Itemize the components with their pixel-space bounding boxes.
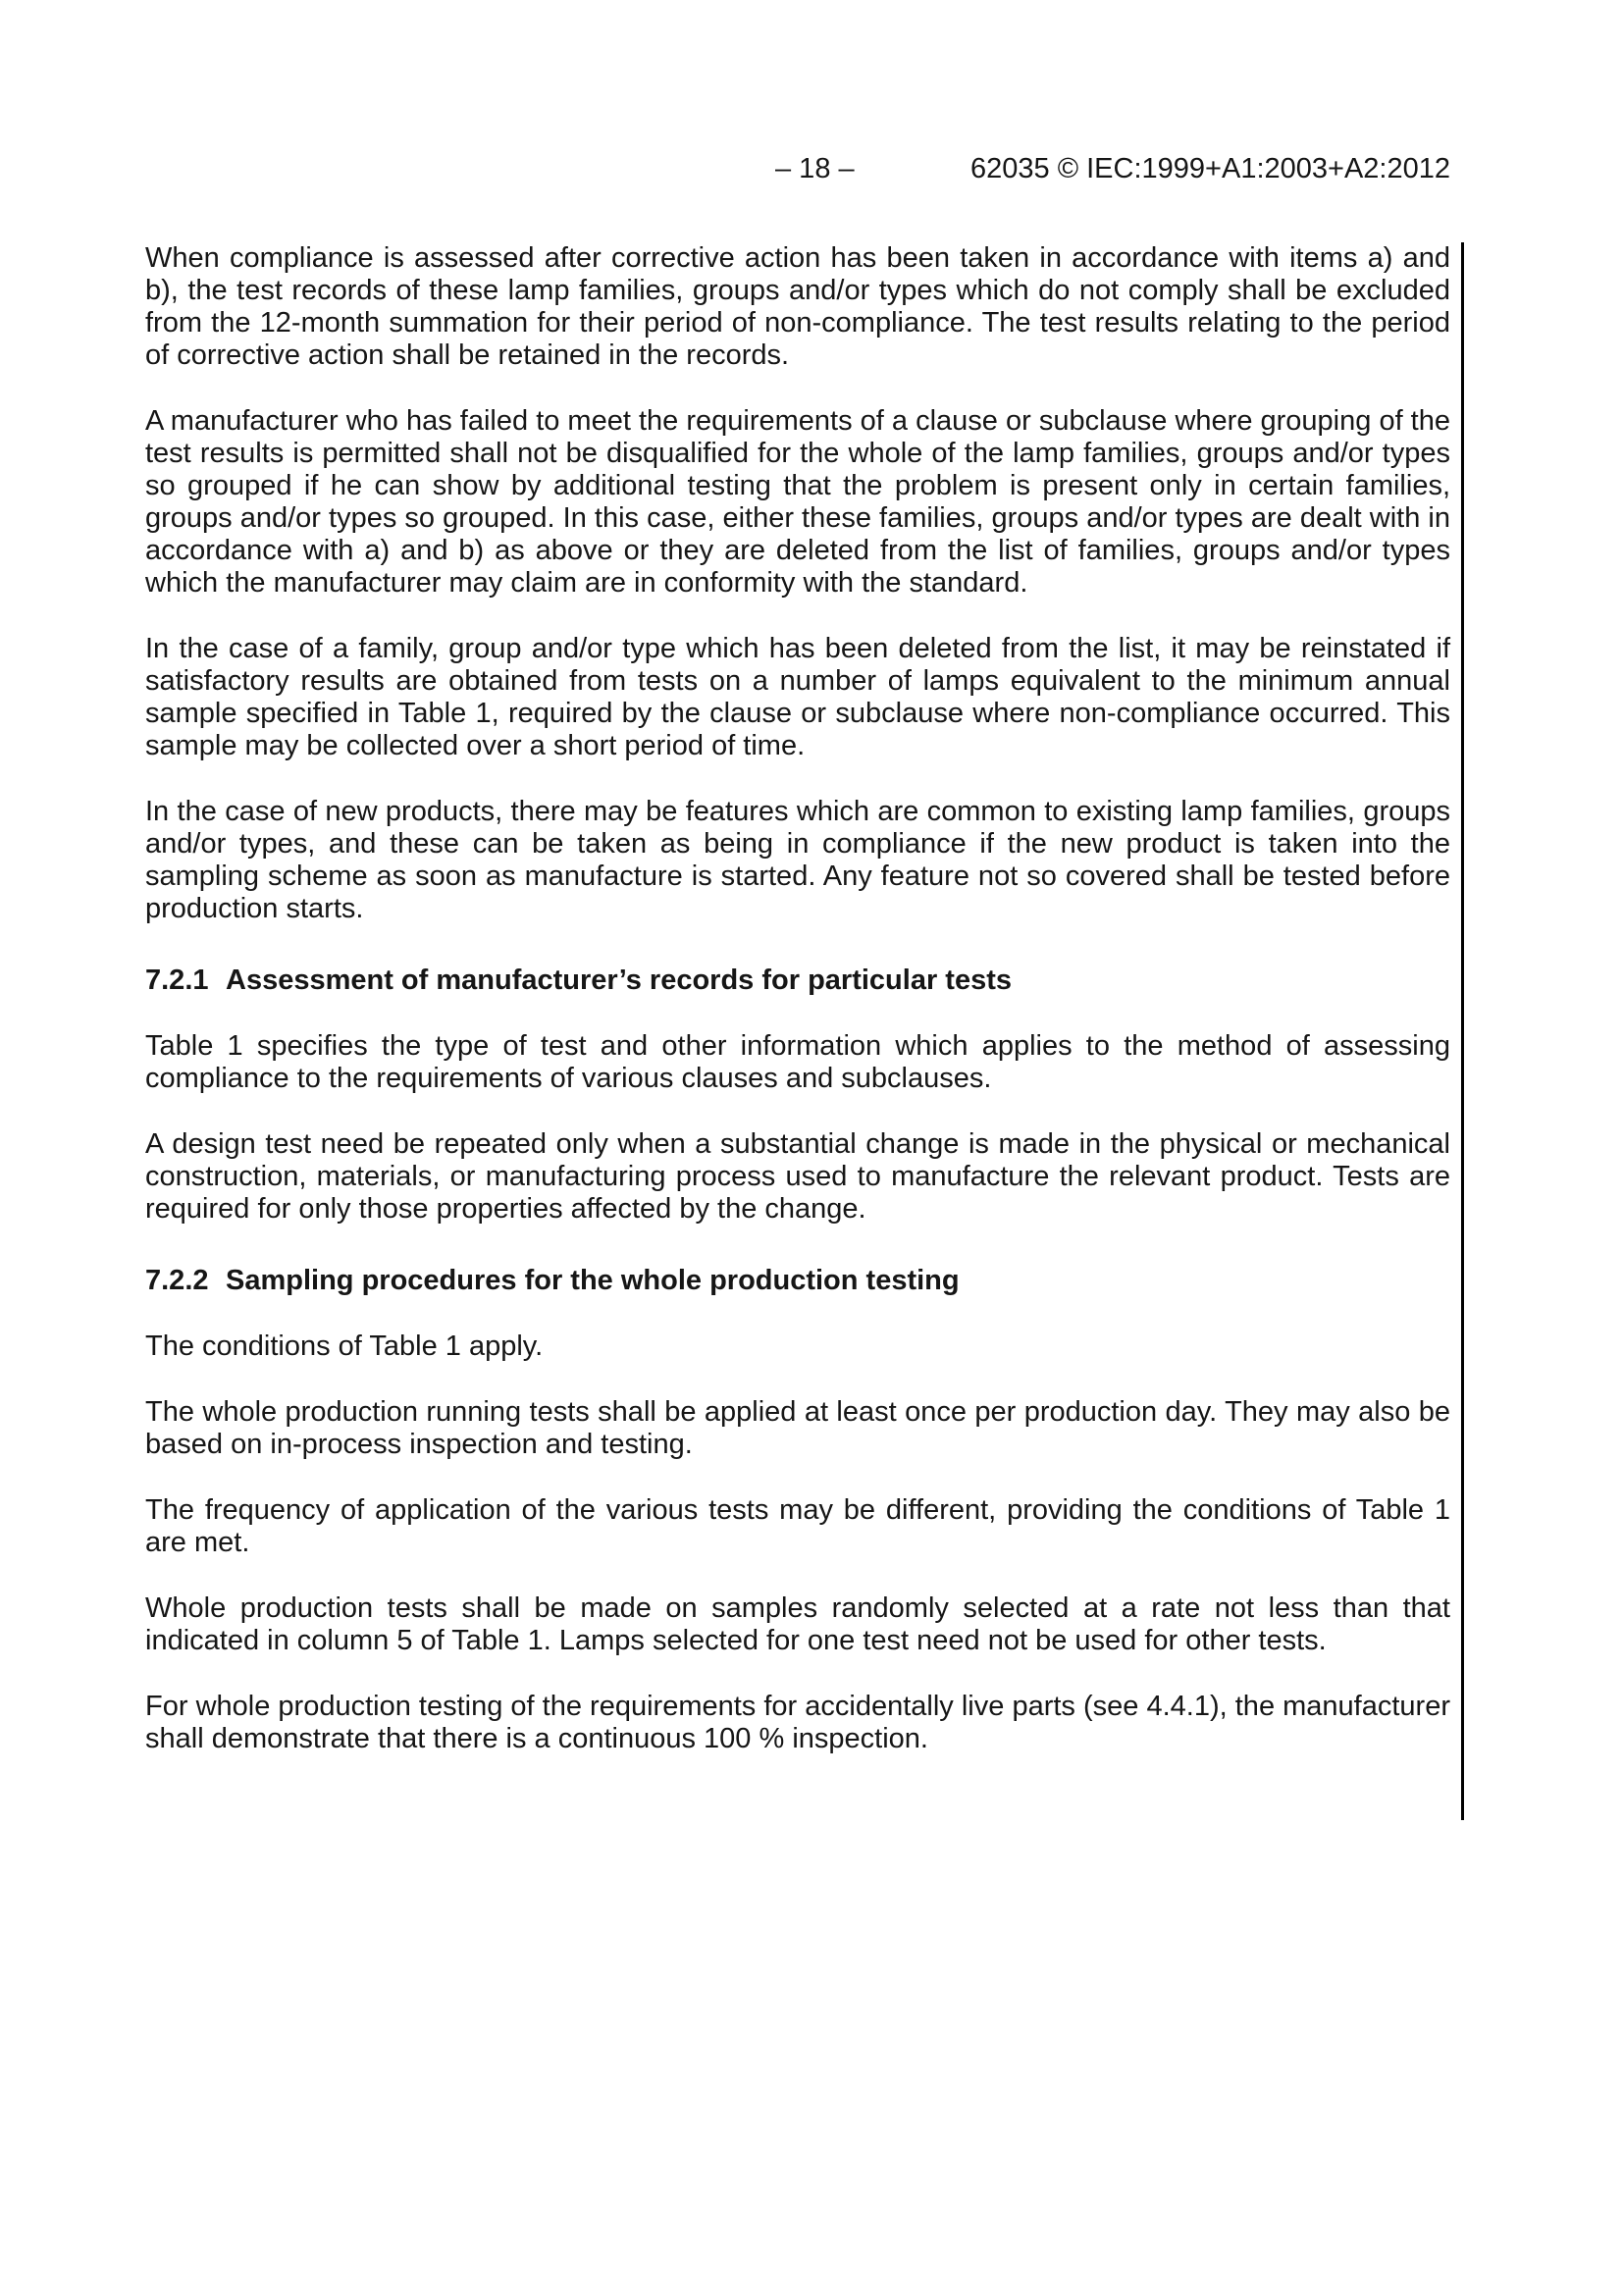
- change-bar: [1461, 242, 1464, 1820]
- paragraph-manufacturer-failed-requirements: A manufacturer who has failed to meet the requirements of a clause or subclause where grouping of the test results is permitted shall not be disqualified for the whole of the lamp families, groups and/or types so grouped if he can show by additional testing that the problem is present only in certain families, groups and/or types so grouped. In this case, either these families, groups and/or types are dealt with in accordance with a) and b) as above or they are deleted from the list of families, groups and/or types which the manufacturer may claim are in conformity with the standard.: [145, 405, 1450, 599]
- section-title: Assessment of manufacturer’s records for particular tests: [226, 965, 1012, 996]
- page-number: – 18 –: [775, 153, 855, 184]
- section-heading-7-2-2: [145, 1265, 1450, 1297]
- section-number: 7.2.1: [145, 965, 209, 996]
- paragraph-family-reinstatement: In the case of a family, group and/or type which has been deleted from the list, it may be reinstated if satisfactory results are obtained from tests on a number of lamps equivalent to the minimum annual sample specified in Table 1, required by the clause or subclause where non-compliance occurred. This sample may be collected over a short period of time.: [145, 633, 1450, 761]
- paragraph-table1-specifies: Table 1 specifies the type of test and other information which applies to the method of assessing compliance to the requirements of various clauses and subclauses.: [145, 1030, 1450, 1094]
- paragraph-random-sampling: Whole production tests shall be made on samples randomly selected at a rate not less than that indicated in column 5 of Table 1. Lamps selected for one test need not be used for other tests.: [145, 1592, 1450, 1656]
- paragraph-compliance-after-corrective-action: When compliance is assessed after corrective action has been taken in accordance with items a) and b), the test records of these lamp families, groups and/or types which do not comply shall be excluded from the 12-month summation for their period of non-compliance. The test results relating to the period of corrective action shall be retained in the records.: [145, 242, 1450, 371]
- paragraph-whole-production-running-tests: The whole production running tests shall be applied at least once per production day. They may also be based on in-process inspection and testing.: [145, 1396, 1450, 1460]
- section-heading-7-2-1: [145, 965, 1450, 997]
- document-reference: 62035 © IEC:1999+A1:2003+A2:2012: [970, 153, 1450, 184]
- page-header: [145, 153, 1450, 188]
- section-number: 7.2.2: [145, 1265, 209, 1296]
- section-title: Sampling procedures for the whole production testing: [226, 1265, 960, 1296]
- paragraph-conditions-apply: The conditions of Table 1 apply.: [145, 1331, 544, 1362]
- paragraph-accidentally-live-parts: For whole production testing of the requirements for accidentally live parts (see 4.4.1), the manufacturer shall demonstrate that there is a continuous 100 % inspection.: [145, 1691, 1450, 1754]
- paragraph-frequency-of-application: The frequency of application of the various tests may be different, providing the conditions of Table 1 are met.: [145, 1494, 1450, 1558]
- paragraph-design-test-repeated: A design test need be repeated only when a substantial change is made in the physical or mechanical construction, materials, or manufacturing process used to manufacture the relevant product. Tests are required for only those properties affected by the change.: [145, 1128, 1450, 1225]
- document-body: [145, 242, 1450, 1789]
- paragraph-new-products: In the case of new products, there may be features which are common to existing lamp families, groups and/or types, and these can be taken as being in compliance if the new product is taken into the sampling scheme as soon as manufacture is started. Any feature not so covered shall be tested before production starts.: [145, 796, 1450, 924]
